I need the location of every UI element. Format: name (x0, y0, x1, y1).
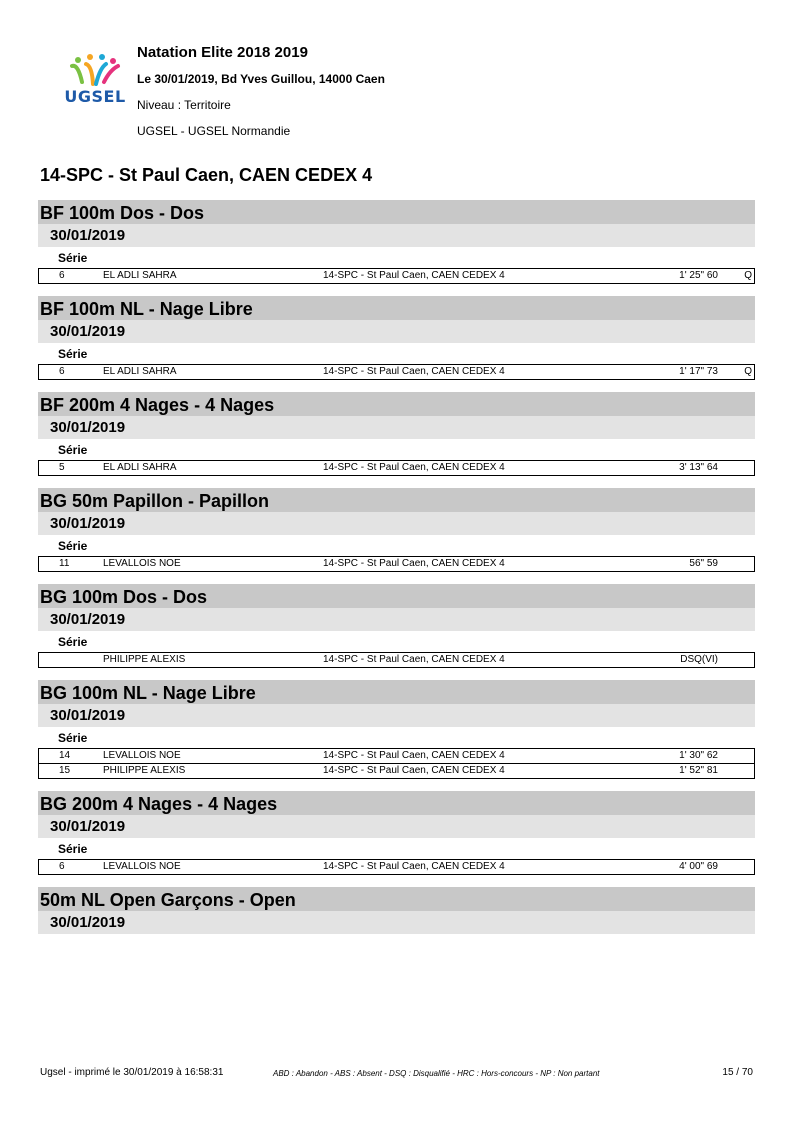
event-title: BF 200m 4 Nages - 4 Nages (38, 392, 755, 416)
time-cell: 1' 17" 73 (679, 366, 718, 377)
event-date: 30/01/2019 (38, 320, 755, 343)
page-number: 15 / 70 (722, 1067, 753, 1078)
event-date: 30/01/2019 (38, 815, 755, 838)
rank-cell: 6 (59, 366, 65, 377)
time-cell: 1' 30" 62 (679, 750, 718, 761)
events-list (38, 200, 755, 946)
event-block (38, 680, 755, 779)
serie-label: Série (58, 539, 88, 553)
results-table (38, 652, 755, 668)
time-cell: 3' 13" 64 (679, 462, 718, 473)
event-title: BG 50m Papillon - Papillon (38, 488, 755, 512)
serie-label: Série (58, 731, 88, 745)
event-block (38, 887, 755, 934)
competition-title: Natation Elite 2018 2019 (137, 44, 308, 61)
rank-cell: 15 (59, 765, 71, 776)
result-row (39, 269, 754, 283)
time-cell: DSQ(VI) (680, 654, 718, 665)
rank-cell: 6 (59, 270, 65, 281)
competition-level: Niveau : Territoire (137, 98, 231, 112)
event-title: BG 100m NL - Nage Libre (38, 680, 755, 704)
organizer: UGSEL - UGSEL Normandie (137, 124, 291, 138)
result-row (39, 557, 754, 571)
qualified-cell: Q (744, 270, 752, 281)
swimmer-name-cell: LEVALLOIS NOE (103, 750, 181, 761)
rank-cell: 6 (59, 861, 65, 872)
swimmer-name-cell: PHILIPPE ALEXIS (103, 654, 186, 665)
event-block (38, 584, 755, 668)
event-block (38, 392, 755, 476)
rank-cell: 5 (59, 462, 65, 473)
time-cell: 56" 59 (689, 558, 718, 569)
qualified-cell: Q (744, 366, 752, 377)
swimmer-name-cell: EL ADLI SAHRA (103, 462, 177, 473)
club-cell: 14-SPC - St Paul Caen, CAEN CEDEX 4 (323, 558, 505, 569)
print-timestamp: Ugsel - imprimé le 30/01/2019 à 16:58:31 (40, 1067, 224, 1078)
result-row (39, 860, 754, 874)
club-cell: 14-SPC - St Paul Caen, CAEN CEDEX 4 (323, 270, 505, 281)
results-table (38, 268, 755, 284)
result-row (39, 749, 754, 763)
results-table (38, 859, 755, 875)
club-cell: 14-SPC - St Paul Caen, CAEN CEDEX 4 (323, 654, 505, 665)
event-date: 30/01/2019 (38, 911, 755, 934)
event-title: BF 100m Dos - Dos (38, 200, 755, 224)
club-title: 14-SPC - St Paul Caen, CAEN CEDEX 4 (40, 165, 373, 185)
swimmer-name-cell: LEVALLOIS NOE (103, 558, 181, 569)
logo-wordmark: UGSEL (64, 87, 126, 106)
event-date: 30/01/2019 (38, 416, 755, 439)
event-date: 30/01/2019 (38, 512, 755, 535)
rank-cell: 14 (59, 750, 71, 761)
page-footer (0, 1063, 793, 1083)
serie-label: Série (58, 635, 88, 649)
time-cell: 1' 52" 81 (679, 765, 718, 776)
event-date: 30/01/2019 (38, 608, 755, 631)
serie-label: Série (58, 443, 88, 457)
event-title: BG 200m 4 Nages - 4 Nages (38, 791, 755, 815)
swimmer-name-cell: EL ADLI SAHRA (103, 366, 177, 377)
time-cell: 1' 25" 60 (679, 270, 718, 281)
event-block (38, 791, 755, 875)
event-title: BG 100m Dos - Dos (38, 584, 755, 608)
result-row (39, 365, 754, 379)
club-cell: 14-SPC - St Paul Caen, CAEN CEDEX 4 (323, 765, 505, 776)
results-table (38, 748, 755, 779)
event-title: 50m NL Open Garçons - Open (38, 887, 755, 911)
club-cell: 14-SPC - St Paul Caen, CAEN CEDEX 4 (323, 366, 505, 377)
serie-label: Série (58, 842, 88, 856)
event-date: 30/01/2019 (38, 224, 755, 247)
serie-label: Série (58, 251, 88, 265)
swimmer-name-cell: EL ADLI SAHRA (103, 270, 177, 281)
result-row (39, 461, 754, 475)
event-block (38, 200, 755, 284)
abbreviation-legend: ABD : Abandon - ABS : Absent - DSQ : Disqualifié - HRC : Hors-concours - NP : Non partant (273, 1069, 600, 1078)
results-table (38, 556, 755, 572)
club-cell: 14-SPC - St Paul Caen, CAEN CEDEX 4 (323, 462, 505, 473)
competition-date-place: Le 30/01/2019, Bd Yves Guillou, 14000 Caen (137, 72, 385, 86)
serie-label: Série (58, 347, 88, 361)
results-table (38, 460, 755, 476)
event-block (38, 296, 755, 380)
ugsel-logo (62, 52, 128, 108)
club-cell: 14-SPC - St Paul Caen, CAEN CEDEX 4 (323, 750, 505, 761)
club-cell: 14-SPC - St Paul Caen, CAEN CEDEX 4 (323, 861, 505, 872)
result-row (39, 653, 754, 667)
swimmer-name-cell: LEVALLOIS NOE (103, 861, 181, 872)
swimmer-name-cell: PHILIPPE ALEXIS (103, 765, 186, 776)
swimmers-logo-icon (62, 52, 128, 88)
event-block (38, 488, 755, 572)
result-row (39, 763, 754, 778)
event-title: BF 100m NL - Nage Libre (38, 296, 755, 320)
event-date: 30/01/2019 (38, 704, 755, 727)
rank-cell: 11 (59, 558, 70, 569)
time-cell: 4' 00" 69 (679, 861, 718, 872)
results-table (38, 364, 755, 380)
document-header (0, 0, 793, 150)
